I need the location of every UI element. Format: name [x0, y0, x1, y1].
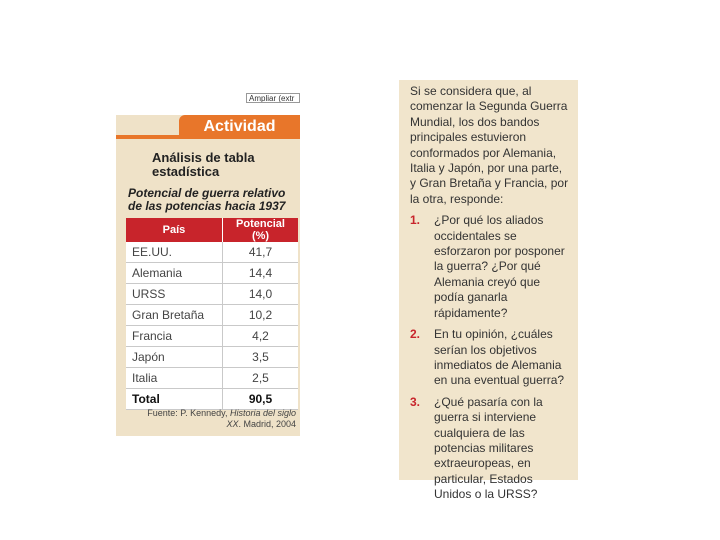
statistics-table — [126, 218, 298, 410]
question-number: 2. — [410, 327, 421, 342]
value-cell: 4,2 — [223, 326, 299, 347]
activity-heading: Análisis de tabla estadística — [152, 150, 255, 179]
question-number: 1. — [410, 213, 421, 228]
table-header-row — [126, 218, 298, 242]
questions-panel — [399, 80, 578, 502]
total-value: 90,5 — [223, 389, 299, 410]
value-cell: 14,4 — [223, 263, 299, 284]
value-cell: 14,0 — [223, 284, 299, 305]
header-country: País — [126, 218, 223, 242]
table-source — [136, 408, 296, 430]
header-potential: Potencial (%) — [223, 218, 299, 242]
country-cell: Japón — [126, 347, 223, 368]
country-cell: EE.UU. — [126, 242, 223, 263]
question-text: ¿Qué pasaría con la guerra si interviene cualquiera de las potencias militares extraeuropeas, en particular, Estados Unidos o la URSS? — [434, 394, 543, 502]
activity-tab: Actividad — [179, 115, 300, 139]
activity-box — [116, 115, 300, 436]
cut-label: Ampliar (extr — [246, 93, 300, 103]
value-cell: 2,5 — [223, 368, 299, 389]
question-text: ¿Por qué los aliados occidentales se esforzaron por posponer la guerra? ¿Por qué Alemania creyó que podía ganarla rápidamente? — [434, 213, 565, 320]
total-row — [126, 389, 298, 410]
questions-intro: Si se considera que, al comenzar la Segunda Guerra Mundial, los dos bandos principales estuvieron conformados por Alemania, Italia y Japón, por una parte, y Gran Bretaña y Francia, por la otra, responde: — [410, 84, 569, 206]
country-cell: Gran Bretaña — [126, 305, 223, 326]
value-cell: 3,5 — [223, 347, 299, 368]
country-cell: Italia — [126, 368, 223, 389]
source-suffix: . Madrid, 2004 — [238, 419, 296, 429]
question-item — [410, 395, 570, 503]
question-item — [410, 327, 570, 389]
question-number: 3. — [410, 394, 421, 409]
total-label: Total — [126, 389, 223, 410]
country-cell: Francia — [126, 326, 223, 347]
value-cell: 10,2 — [223, 305, 299, 326]
table-row — [126, 284, 298, 305]
table-row — [126, 242, 298, 263]
table-row — [126, 263, 298, 284]
source-title: Historia del siglo XX — [226, 408, 296, 429]
table-row — [126, 326, 298, 347]
value-cell: 41,7 — [223, 242, 299, 263]
question-text: En tu opinión, ¿cuáles serían los objetivos inmediatos de Alemania en una eventual guerra? — [434, 327, 565, 388]
table-row — [126, 347, 298, 368]
question-item — [410, 213, 570, 321]
country-cell: Alemania — [126, 263, 223, 284]
table-subtitle: Potencial de guerra relativo de las potencias hacia 1937 — [128, 186, 286, 213]
table-row — [126, 305, 298, 326]
source-prefix: Fuente: P. Kennedy, — [147, 408, 230, 418]
table-row — [126, 368, 298, 389]
country-cell: URSS — [126, 284, 223, 305]
